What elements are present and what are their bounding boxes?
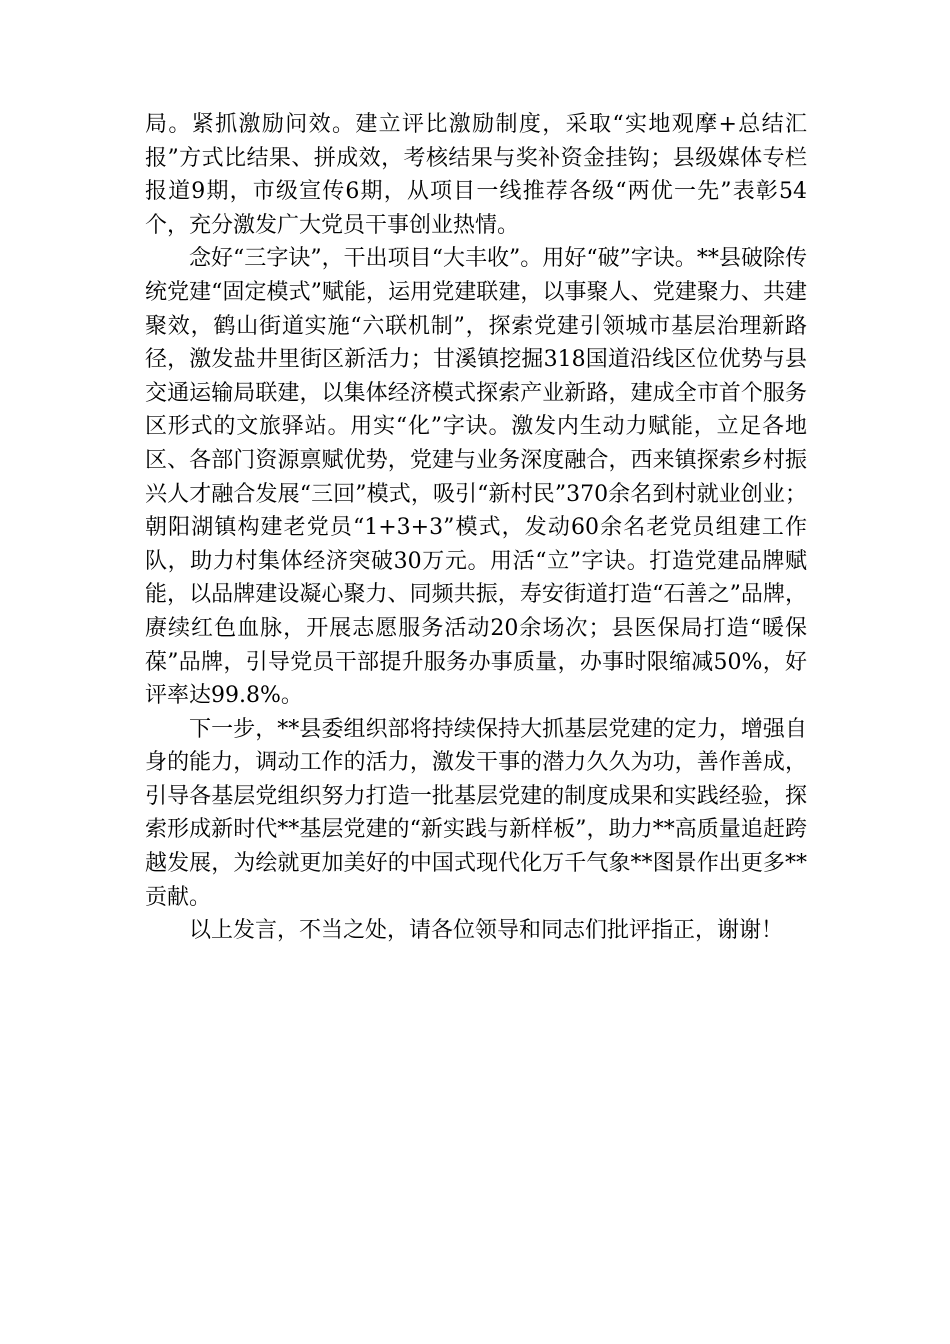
- paragraph-incentive-continued: 局。紧抓激励问效。建立评比激励制度，采取“实地观摩+总结汇报”方式比结果、拼成效，考核结果与奖补资金挂钩；县级媒体专栏报道9期，市级宣传6期，从项目一线推荐各级“两优一先”表彰54个，充分激发广大党员干事创业热情。: [145, 112, 807, 238]
- paragraph-three-character-formula: 念好“三字诀”，干出项目“大丰收”。用好“破”字诀。**县破除传统党建“固定模式”赋能，运用党建联建，以事聚人、党建聚力、共建聚效，鹤山街道实施“六联机制”，探索党建引领城市基层治理新路径，激发盐井里街区新活力；甘溪镇挖掘318国道沿线区位优势与县交通运输局联建，以集体经济模式探索产业新路，建成全市首个服务区形式的文旅驿站。用实“化”字诀。激发内生动力赋能，立足各地区、各部门资源禀赋优势，党建与业务深度融合，西来镇探索乡村振兴人才融合发展“三回”模式，吸引“新村民”370余名到村就业创业；朝阳湖镇构建老党员“1+3+3”模式，发动60余名老党员组建工作队，助力村集体经济突破30万元。用活“立”字诀。打造党建品牌赋能，以品牌建设凝心聚力、同频共振，寿安街道打造“石善之”品牌，赓续红色血脉，开展志愿服务活动20余场次；县医保局打造“暖保葆”品牌，引导党员干部提升服务办事质量，办事时限缩减50%，好评率达99.8%。: [145, 246, 807, 709]
- document-page: [145, 108, 807, 948]
- paragraph-closing-remarks: 以上发言，不当之处，请各位领导和同志们批评指正，谢谢！: [189, 918, 784, 944]
- paragraph-next-steps: 下一步，**县委组织部将持续保持大抓基层党建的定力，增强自身的能力，调动工作的活力，激发干事的潜力久久为功，善作善成，引导各基层党组织努力打造一批基层党建的制度成果和实践经验，探索形成新时代**基层党建的“新实践与新样板”，助力**高质量追赶跨越发展，为绘就更加美好的中国式现代化万千气象**图景作出更多**贡献。: [145, 716, 807, 910]
